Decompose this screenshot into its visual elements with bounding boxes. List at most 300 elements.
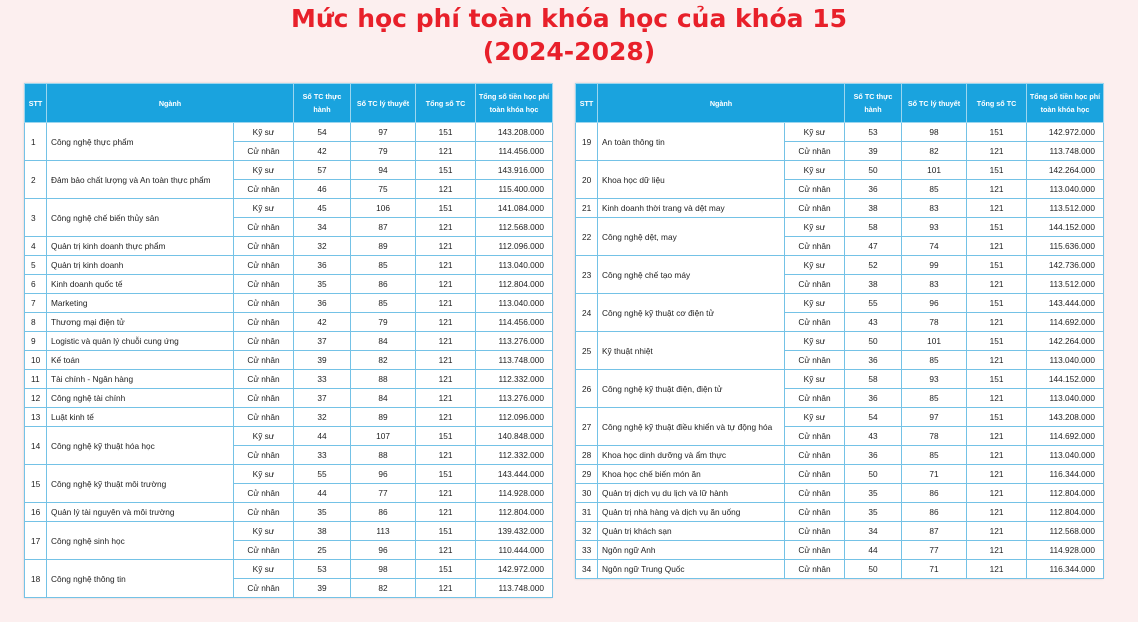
- table-row: [25, 256, 553, 275]
- practical-credits-cell: 58: [845, 370, 902, 389]
- practical-credits-cell: 36: [845, 180, 902, 199]
- theory-credits-cell: 96: [351, 465, 416, 484]
- practical-credits-cell: 34: [294, 218, 351, 237]
- program-name-cell: Kế toán: [47, 351, 234, 370]
- total-credits-cell: 121: [416, 237, 476, 256]
- theory-credits-cell: 85: [351, 256, 416, 275]
- stt-cell: 31: [576, 503, 598, 522]
- tuition-fee-cell: 113.040.000: [1027, 389, 1104, 408]
- total-credits-cell: 151: [967, 332, 1027, 351]
- stt-cell: 4: [25, 237, 47, 256]
- tuition-fee-cell: 112.568.000: [1027, 522, 1104, 541]
- col-header-tc-ly-thuyet: Số TC lý thuyết: [902, 84, 967, 123]
- stt-cell: 19: [576, 123, 598, 161]
- table-row: [25, 503, 553, 522]
- degree-cell: Kỹ sư: [785, 370, 845, 389]
- theory-credits-cell: 98: [902, 123, 967, 142]
- practical-credits-cell: 37: [294, 332, 351, 351]
- program-name-cell: Công nghệ chế tạo máy: [598, 256, 785, 294]
- total-credits-cell: 151: [967, 161, 1027, 180]
- theory-credits-cell: 85: [902, 446, 967, 465]
- program-name-cell: Công nghệ thông tin: [47, 560, 234, 598]
- theory-credits-cell: 77: [902, 541, 967, 560]
- stt-cell: 2: [25, 161, 47, 199]
- program-name-cell: Công nghệ chế biến thủy sản: [47, 199, 234, 237]
- practical-credits-cell: 44: [845, 541, 902, 560]
- tuition-fee-cell: 113.748.000: [476, 351, 553, 370]
- stt-cell: 5: [25, 256, 47, 275]
- theory-credits-cell: 106: [351, 199, 416, 218]
- col-header-tc-ly-thuyet: Số TC lý thuyết: [351, 84, 416, 123]
- theory-credits-cell: 77: [351, 484, 416, 503]
- stt-cell: 22: [576, 218, 598, 256]
- stt-cell: 21: [576, 199, 598, 218]
- total-credits-cell: 121: [967, 465, 1027, 484]
- degree-cell: Cử nhân: [785, 389, 845, 408]
- degree-cell: Cử nhân: [785, 351, 845, 370]
- degree-cell: Cử nhân: [785, 313, 845, 332]
- practical-credits-cell: 50: [845, 161, 902, 180]
- total-credits-cell: 121: [967, 560, 1027, 579]
- program-name-cell: Quản trị khách sạn: [598, 522, 785, 541]
- stt-cell: 11: [25, 370, 47, 389]
- total-credits-cell: 121: [416, 541, 476, 560]
- col-header-tc-thuc-hanh: Số TC thực hành: [845, 84, 902, 123]
- tuition-fee-cell: 114.928.000: [476, 484, 553, 503]
- degree-cell: Kỹ sư: [785, 256, 845, 275]
- table-row: [25, 123, 553, 142]
- tuition-fee-cell: 112.096.000: [476, 237, 553, 256]
- stt-cell: 15: [25, 465, 47, 503]
- degree-cell: Cử nhân: [234, 351, 294, 370]
- theory-credits-cell: 82: [902, 142, 967, 161]
- total-credits-cell: 121: [967, 484, 1027, 503]
- practical-credits-cell: 54: [294, 123, 351, 142]
- theory-credits-cell: 113: [351, 522, 416, 541]
- tuition-fee-cell: 143.444.000: [1027, 294, 1104, 313]
- tuition-fee-cell: 113.040.000: [476, 256, 553, 275]
- practical-credits-cell: 50: [845, 332, 902, 351]
- program-name-cell: Khoa học dinh dưỡng và ẩm thực: [598, 446, 785, 465]
- practical-credits-cell: 32: [294, 237, 351, 256]
- theory-credits-cell: 86: [351, 275, 416, 294]
- program-name-cell: Công nghệ kỹ thuật điều khiển và tự động hóa: [598, 408, 785, 446]
- stt-cell: 1: [25, 123, 47, 161]
- stt-cell: 3: [25, 199, 47, 237]
- practical-credits-cell: 36: [845, 446, 902, 465]
- degree-cell: Cử nhân: [234, 256, 294, 275]
- practical-credits-cell: 35: [845, 503, 902, 522]
- total-credits-cell: 151: [416, 427, 476, 446]
- degree-cell: Cử nhân: [234, 237, 294, 256]
- theory-credits-cell: 86: [351, 503, 416, 522]
- practical-credits-cell: 36: [294, 256, 351, 275]
- program-name-cell: Đảm bảo chất lượng và An toàn thực phẩm: [47, 161, 234, 199]
- table-row: [25, 313, 553, 332]
- program-name-cell: Kỹ thuật nhiệt: [598, 332, 785, 370]
- degree-cell: Cử nhân: [785, 275, 845, 294]
- theory-credits-cell: 97: [351, 123, 416, 142]
- program-name-cell: Logistic và quản lý chuỗi cung ứng: [47, 332, 234, 351]
- theory-credits-cell: 83: [902, 199, 967, 218]
- practical-credits-cell: 39: [294, 351, 351, 370]
- total-credits-cell: 151: [967, 294, 1027, 313]
- degree-cell: Cử nhân: [234, 332, 294, 351]
- practical-credits-cell: 53: [845, 123, 902, 142]
- degree-cell: Kỹ sư: [785, 161, 845, 180]
- total-credits-cell: 121: [967, 199, 1027, 218]
- total-credits-cell: 121: [416, 446, 476, 465]
- practical-credits-cell: 50: [845, 465, 902, 484]
- practical-credits-cell: 33: [294, 370, 351, 389]
- stt-cell: 24: [576, 294, 598, 332]
- program-name-cell: Kinh doanh quốc tế: [47, 275, 234, 294]
- practical-credits-cell: 52: [845, 256, 902, 275]
- tuition-fee-cell: 142.264.000: [1027, 332, 1104, 351]
- tuition-fee-cell: 112.332.000: [476, 370, 553, 389]
- col-header-stt: STT: [25, 84, 47, 123]
- col-header-stt: STT: [576, 84, 598, 123]
- theory-credits-cell: 101: [902, 332, 967, 351]
- program-name-cell: Khoa học dữ liệu: [598, 161, 785, 199]
- tuition-fee-cell: 142.264.000: [1027, 161, 1104, 180]
- practical-credits-cell: 35: [294, 275, 351, 294]
- degree-cell: Kỹ sư: [234, 427, 294, 446]
- total-credits-cell: 151: [416, 199, 476, 218]
- practical-credits-cell: 43: [845, 313, 902, 332]
- practical-credits-cell: 39: [294, 579, 351, 598]
- total-credits-cell: 151: [967, 408, 1027, 427]
- degree-cell: Kỹ sư: [785, 218, 845, 237]
- table-row: [25, 427, 553, 446]
- stt-cell: 23: [576, 256, 598, 294]
- practical-credits-cell: 42: [294, 142, 351, 161]
- stt-cell: 28: [576, 446, 598, 465]
- practical-credits-cell: 38: [845, 199, 902, 218]
- theory-credits-cell: 79: [351, 142, 416, 161]
- practical-credits-cell: 54: [845, 408, 902, 427]
- tuition-table: [24, 83, 553, 598]
- table-row: [576, 446, 1104, 465]
- table-row: [576, 522, 1104, 541]
- practical-credits-cell: 36: [845, 351, 902, 370]
- tuition-fee-cell: 116.344.000: [1027, 560, 1104, 579]
- table-row: [576, 161, 1104, 180]
- tuition-fee-cell: 142.736.000: [1027, 256, 1104, 275]
- total-credits-cell: 151: [967, 218, 1027, 237]
- total-credits-cell: 121: [967, 522, 1027, 541]
- tuition-fee-cell: 142.972.000: [1027, 123, 1104, 142]
- degree-cell: Cử nhân: [234, 503, 294, 522]
- program-name-cell: Quản trị kinh doanh thực phẩm: [47, 237, 234, 256]
- total-credits-cell: 121: [416, 389, 476, 408]
- tuition-fee-cell: 139.432.000: [476, 522, 553, 541]
- total-credits-cell: 121: [967, 180, 1027, 199]
- total-credits-cell: 121: [967, 313, 1027, 332]
- stt-cell: 18: [25, 560, 47, 598]
- table-row: [25, 370, 553, 389]
- practical-credits-cell: 38: [845, 275, 902, 294]
- stt-cell: 26: [576, 370, 598, 408]
- theory-credits-cell: 88: [351, 370, 416, 389]
- program-name-cell: Công nghệ sinh học: [47, 522, 234, 560]
- total-credits-cell: 121: [416, 256, 476, 275]
- total-credits-cell: 121: [416, 579, 476, 598]
- program-name-cell: Ngôn ngữ Trung Quốc: [598, 560, 785, 579]
- table-row: [25, 389, 553, 408]
- theory-credits-cell: 85: [902, 180, 967, 199]
- table-row: [576, 294, 1104, 313]
- tuition-fee-cell: 112.568.000: [476, 218, 553, 237]
- tuition-fee-cell: 112.804.000: [476, 275, 553, 294]
- practical-credits-cell: 25: [294, 541, 351, 560]
- table-row: [25, 161, 553, 180]
- tuition-fee-cell: 113.512.000: [1027, 199, 1104, 218]
- theory-credits-cell: 97: [902, 408, 967, 427]
- theory-credits-cell: 99: [902, 256, 967, 275]
- tuition-fee-cell: 115.400.000: [476, 180, 553, 199]
- tuition-fee-cell: 113.040.000: [1027, 180, 1104, 199]
- theory-credits-cell: 85: [902, 389, 967, 408]
- tuition-fee-cell: 112.804.000: [1027, 503, 1104, 522]
- theory-credits-cell: 83: [902, 275, 967, 294]
- tuition-table: [575, 83, 1104, 579]
- theory-credits-cell: 101: [902, 161, 967, 180]
- table-row: [576, 332, 1104, 351]
- stt-cell: 9: [25, 332, 47, 351]
- table-row: [576, 560, 1104, 579]
- program-name-cell: Quản trị dịch vụ du lịch và lữ hành: [598, 484, 785, 503]
- tuition-fee-cell: 113.040.000: [1027, 446, 1104, 465]
- total-credits-cell: 121: [416, 503, 476, 522]
- program-name-cell: Marketing: [47, 294, 234, 313]
- practical-credits-cell: 46: [294, 180, 351, 199]
- program-name-cell: Tài chính - Ngân hàng: [47, 370, 234, 389]
- total-credits-cell: 121: [416, 332, 476, 351]
- table-row: [576, 503, 1104, 522]
- tuition-fee-cell: 110.444.000: [476, 541, 553, 560]
- program-name-cell: Công nghệ kỹ thuật cơ điện tử: [598, 294, 785, 332]
- tuition-fee-cell: 113.276.000: [476, 389, 553, 408]
- stt-cell: 32: [576, 522, 598, 541]
- practical-credits-cell: 37: [294, 389, 351, 408]
- tuition-fee-cell: 143.916.000: [476, 161, 553, 180]
- degree-cell: Cử nhân: [234, 484, 294, 503]
- tuition-table-right: [575, 83, 1103, 579]
- tuition-fee-cell: 140.848.000: [476, 427, 553, 446]
- total-credits-cell: 121: [967, 427, 1027, 446]
- table-row: [576, 218, 1104, 237]
- theory-credits-cell: 93: [902, 370, 967, 389]
- theory-credits-cell: 84: [351, 332, 416, 351]
- theory-credits-cell: 78: [902, 427, 967, 446]
- practical-credits-cell: 34: [845, 522, 902, 541]
- theory-credits-cell: 94: [351, 161, 416, 180]
- practical-credits-cell: 42: [294, 313, 351, 332]
- total-credits-cell: 121: [416, 484, 476, 503]
- degree-cell: Cử nhân: [234, 142, 294, 161]
- tuition-fee-cell: 114.692.000: [1027, 427, 1104, 446]
- total-credits-cell: 121: [416, 275, 476, 294]
- degree-cell: Cử nhân: [785, 142, 845, 161]
- tuition-table-left: [24, 83, 552, 598]
- total-credits-cell: 151: [967, 123, 1027, 142]
- stt-cell: 29: [576, 465, 598, 484]
- degree-cell: Cử nhân: [785, 180, 845, 199]
- degree-cell: Kỹ sư: [234, 560, 294, 579]
- table-row: [25, 237, 553, 256]
- stt-cell: 34: [576, 560, 598, 579]
- col-header-tong-tc: Tổng số TC: [416, 84, 476, 123]
- degree-cell: Cử nhân: [785, 560, 845, 579]
- total-credits-cell: 121: [416, 218, 476, 237]
- col-header-tong-hoc-phi: Tổng số tiền học phí toàn khóa học: [1027, 84, 1104, 123]
- degree-cell: Cử nhân: [785, 541, 845, 560]
- table-row: [25, 199, 553, 218]
- tuition-fee-cell: 112.096.000: [476, 408, 553, 427]
- total-credits-cell: 151: [967, 370, 1027, 389]
- stt-cell: 20: [576, 161, 598, 199]
- practical-credits-cell: 47: [845, 237, 902, 256]
- theory-credits-cell: 86: [902, 484, 967, 503]
- total-credits-cell: 121: [416, 408, 476, 427]
- theory-credits-cell: 87: [351, 218, 416, 237]
- total-credits-cell: 121: [416, 294, 476, 313]
- tuition-fee-cell: 113.276.000: [476, 332, 553, 351]
- practical-credits-cell: 35: [845, 484, 902, 503]
- stt-cell: 13: [25, 408, 47, 427]
- theory-credits-cell: 87: [902, 522, 967, 541]
- degree-cell: Cử nhân: [785, 427, 845, 446]
- theory-credits-cell: 89: [351, 408, 416, 427]
- program-name-cell: Công nghệ tài chính: [47, 389, 234, 408]
- col-header-tong-hoc-phi: Tổng số tiền học phí toàn khóa học: [476, 84, 553, 123]
- practical-credits-cell: 33: [294, 446, 351, 465]
- theory-credits-cell: 88: [351, 446, 416, 465]
- practical-credits-cell: 57: [294, 161, 351, 180]
- tuition-fee-cell: 113.748.000: [476, 579, 553, 598]
- theory-credits-cell: 86: [902, 503, 967, 522]
- practical-credits-cell: 53: [294, 560, 351, 579]
- table-row: [25, 560, 553, 579]
- practical-credits-cell: 45: [294, 199, 351, 218]
- degree-cell: Cử nhân: [234, 579, 294, 598]
- page-title: Mức học phí toàn khóa học của khóa 15: [291, 4, 847, 33]
- table-row: [576, 199, 1104, 218]
- tuition-fee-cell: 144.152.000: [1027, 370, 1104, 389]
- degree-cell: Cử nhân: [234, 275, 294, 294]
- stt-cell: 25: [576, 332, 598, 370]
- tuition-fee-cell: 142.972.000: [476, 560, 553, 579]
- degree-cell: Cử nhân: [234, 294, 294, 313]
- col-header-nganh: Ngành: [47, 84, 294, 123]
- tuition-fee-cell: 112.804.000: [1027, 484, 1104, 503]
- program-name-cell: Luật kinh tế: [47, 408, 234, 427]
- stt-cell: 8: [25, 313, 47, 332]
- table-row: [576, 541, 1104, 560]
- program-name-cell: Công nghệ kỹ thuật môi trường: [47, 465, 234, 503]
- total-credits-cell: 151: [416, 560, 476, 579]
- degree-cell: Cử nhân: [785, 465, 845, 484]
- tuition-fee-cell: 113.512.000: [1027, 275, 1104, 294]
- table-row: [576, 123, 1104, 142]
- theory-credits-cell: 71: [902, 465, 967, 484]
- practical-credits-cell: 44: [294, 484, 351, 503]
- total-credits-cell: 121: [967, 275, 1027, 294]
- tuition-fee-cell: 144.152.000: [1027, 218, 1104, 237]
- total-credits-cell: 151: [416, 522, 476, 541]
- total-credits-cell: 151: [967, 256, 1027, 275]
- program-name-cell: An toàn thông tin: [598, 123, 785, 161]
- theory-credits-cell: 79: [351, 313, 416, 332]
- theory-credits-cell: 75: [351, 180, 416, 199]
- table-row: [576, 256, 1104, 275]
- degree-cell: Kỹ sư: [785, 123, 845, 142]
- table-row: [25, 351, 553, 370]
- table-header-row: [576, 84, 1104, 123]
- tuition-fee-cell: 143.444.000: [476, 465, 553, 484]
- practical-credits-cell: 36: [845, 389, 902, 408]
- practical-credits-cell: 50: [845, 560, 902, 579]
- degree-cell: Kỹ sư: [785, 408, 845, 427]
- degree-cell: Cử nhân: [234, 446, 294, 465]
- tuition-fee-cell: 114.456.000: [476, 142, 553, 161]
- program-name-cell: Công nghệ thực phẩm: [47, 123, 234, 161]
- degree-cell: Kỹ sư: [234, 161, 294, 180]
- program-name-cell: Thương mại điện tử: [47, 313, 234, 332]
- degree-cell: Cử nhân: [785, 522, 845, 541]
- tuition-fee-cell: 113.040.000: [1027, 351, 1104, 370]
- total-credits-cell: 121: [416, 370, 476, 389]
- total-credits-cell: 151: [416, 161, 476, 180]
- degree-cell: Kỹ sư: [785, 294, 845, 313]
- program-name-cell: Quản lý tài nguyên và môi trường: [47, 503, 234, 522]
- practical-credits-cell: 36: [294, 294, 351, 313]
- stt-cell: 16: [25, 503, 47, 522]
- total-credits-cell: 151: [416, 123, 476, 142]
- degree-cell: Kỹ sư: [234, 123, 294, 142]
- table-row: [576, 408, 1104, 427]
- degree-cell: Cử nhân: [785, 199, 845, 218]
- stt-cell: 30: [576, 484, 598, 503]
- total-credits-cell: 121: [416, 142, 476, 161]
- degree-cell: Cử nhân: [785, 446, 845, 465]
- practical-credits-cell: 44: [294, 427, 351, 446]
- degree-cell: Cử nhân: [234, 313, 294, 332]
- program-name-cell: Khoa học chế biến món ăn: [598, 465, 785, 484]
- theory-credits-cell: 71: [902, 560, 967, 579]
- program-name-cell: Công nghệ dệt, may: [598, 218, 785, 256]
- tuition-fee-cell: 113.040.000: [476, 294, 553, 313]
- table-row: [25, 275, 553, 294]
- stt-cell: 12: [25, 389, 47, 408]
- tuition-fee-cell: 114.456.000: [476, 313, 553, 332]
- program-name-cell: Kinh doanh thời trang và dệt may: [598, 199, 785, 218]
- total-credits-cell: 121: [967, 142, 1027, 161]
- table-row: [25, 332, 553, 351]
- degree-cell: Cử nhân: [234, 541, 294, 560]
- theory-credits-cell: 107: [351, 427, 416, 446]
- theory-credits-cell: 78: [902, 313, 967, 332]
- degree-cell: Cử nhân: [234, 218, 294, 237]
- degree-cell: Kỹ sư: [234, 465, 294, 484]
- stt-cell: 10: [25, 351, 47, 370]
- degree-cell: Cử nhân: [785, 503, 845, 522]
- theory-credits-cell: 82: [351, 351, 416, 370]
- degree-cell: Cử nhân: [234, 389, 294, 408]
- total-credits-cell: 121: [967, 389, 1027, 408]
- tuition-fee-cell: 114.692.000: [1027, 313, 1104, 332]
